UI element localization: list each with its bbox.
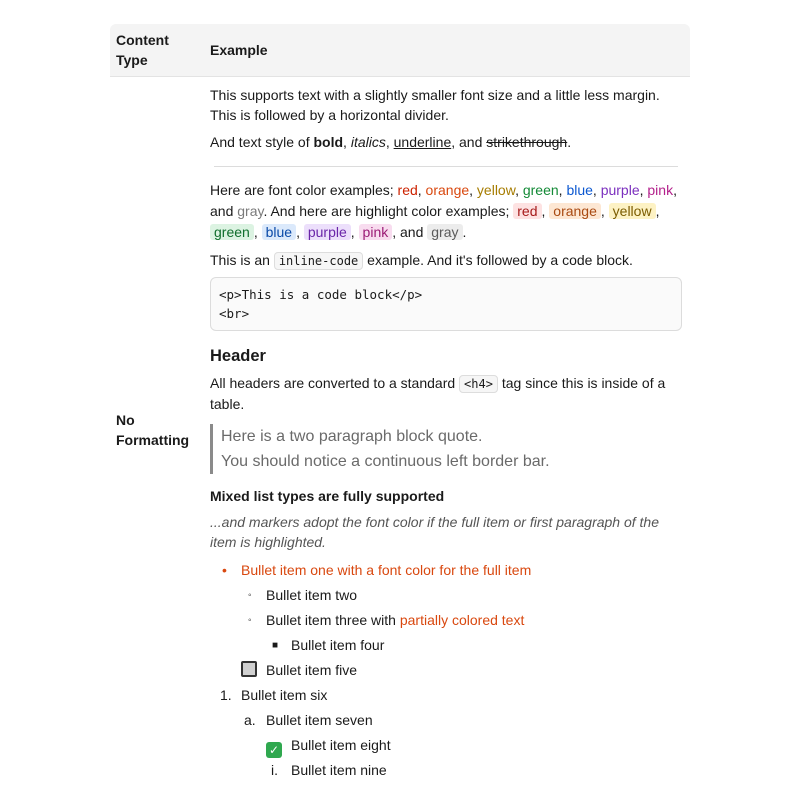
- h4-tag-code: <h4>: [459, 375, 498, 393]
- quote-paragraph-2: You should notice a continuous left border bar.: [221, 453, 550, 470]
- text-styles: And text style of bold, italics, underline, and strikethrough.: [210, 134, 572, 150]
- code-block: <p>This is a code block</p> <br>: [210, 277, 682, 331]
- section-header: Header: [210, 347, 266, 365]
- checkmark-icon: ✓: [266, 737, 282, 762]
- lists-title: Mixed list types are fully supported: [210, 488, 445, 504]
- square-bullet-icon: ■: [272, 640, 279, 651]
- circle-bullet-icon: ◦: [248, 615, 252, 626]
- circle-bullet-icon: ◦: [248, 590, 252, 601]
- italic-text: italics: [350, 134, 386, 150]
- list-item: ■ Bullet item four: [210, 633, 682, 658]
- row-label: No Formatting: [116, 412, 190, 448]
- table-header-row: [110, 24, 690, 77]
- quote-paragraph-1: Here is a two paragraph block quote.: [221, 428, 483, 445]
- table-row: [110, 77, 690, 784]
- strike-text: strikethrough: [486, 134, 568, 150]
- disc-bullet-icon: •: [222, 562, 227, 578]
- list-marker-i: i.: [271, 762, 278, 778]
- highlight-gray: gray: [427, 224, 462, 240]
- list-item: Bullet item five: [210, 658, 682, 683]
- list-item: ✓ Bullet item eight: [210, 733, 682, 758]
- checkbox-icon: [241, 658, 257, 683]
- underline-text: underline: [393, 134, 452, 150]
- mixed-list: [210, 558, 682, 783]
- font-green: green: [522, 182, 559, 198]
- partial-colored-text: partially colored text: [399, 612, 525, 628]
- inline-code: inline-code: [274, 252, 363, 270]
- example-cell: [202, 77, 690, 784]
- highlight-purple: purple: [304, 224, 351, 240]
- horizontal-divider: [214, 166, 678, 167]
- font-pink: pink: [647, 182, 674, 198]
- highlight-orange: orange: [549, 203, 601, 219]
- list-item: • Bullet item one with a font color for the full item: [210, 558, 682, 583]
- font-gray: gray: [237, 203, 264, 219]
- list-marker-a: a.: [244, 712, 256, 728]
- list-item: ◦ Bullet item three with partially colored text: [210, 608, 682, 633]
- highlight-pink: pink: [359, 224, 393, 240]
- color-examples: Here are font color examples; red, orange, yellow, green, blue, purple, pink, and gray. And here are highlight color examples; red , orange , yellow , green , blue , purple , pink , and gray .: [210, 182, 677, 240]
- font-red: red: [397, 182, 418, 198]
- col-header-example: Example: [202, 24, 690, 77]
- font-blue: blue: [566, 182, 593, 198]
- list-item: a. Bullet item seven: [210, 708, 682, 733]
- list-marker-1: 1.: [220, 687, 232, 703]
- highlight-red: red: [513, 203, 541, 219]
- list-item: ◦ Bullet item two: [210, 583, 682, 608]
- highlight-blue: blue: [262, 224, 296, 240]
- font-orange: orange: [425, 182, 470, 198]
- lists-note: ...and markers adopt the font color if the full item or first paragraph of the item is highlighted.: [210, 514, 660, 550]
- col-header-content-type: Content Type: [110, 24, 202, 77]
- intro-text: This supports text with a slightly smaller font size and a little less margin. This is followed by a horizontal divider.: [210, 87, 660, 123]
- block-quote: [210, 424, 682, 474]
- font-purple: purple: [600, 182, 640, 198]
- list-item: i. Bullet item nine: [210, 758, 682, 783]
- list-item: 1. Bullet item six: [210, 683, 682, 708]
- font-yellow: yellow: [476, 182, 516, 198]
- bold-text: bold: [313, 134, 344, 150]
- header-note: All headers are converted to a standard <h4> tag since this is inside of a table.: [210, 375, 666, 412]
- content-table: [110, 24, 690, 783]
- highlight-green: green: [210, 224, 254, 240]
- highlight-yellow: yellow: [609, 203, 656, 219]
- inline-code-line: This is an inline-code example. And it's followed by a code block.: [210, 252, 633, 268]
